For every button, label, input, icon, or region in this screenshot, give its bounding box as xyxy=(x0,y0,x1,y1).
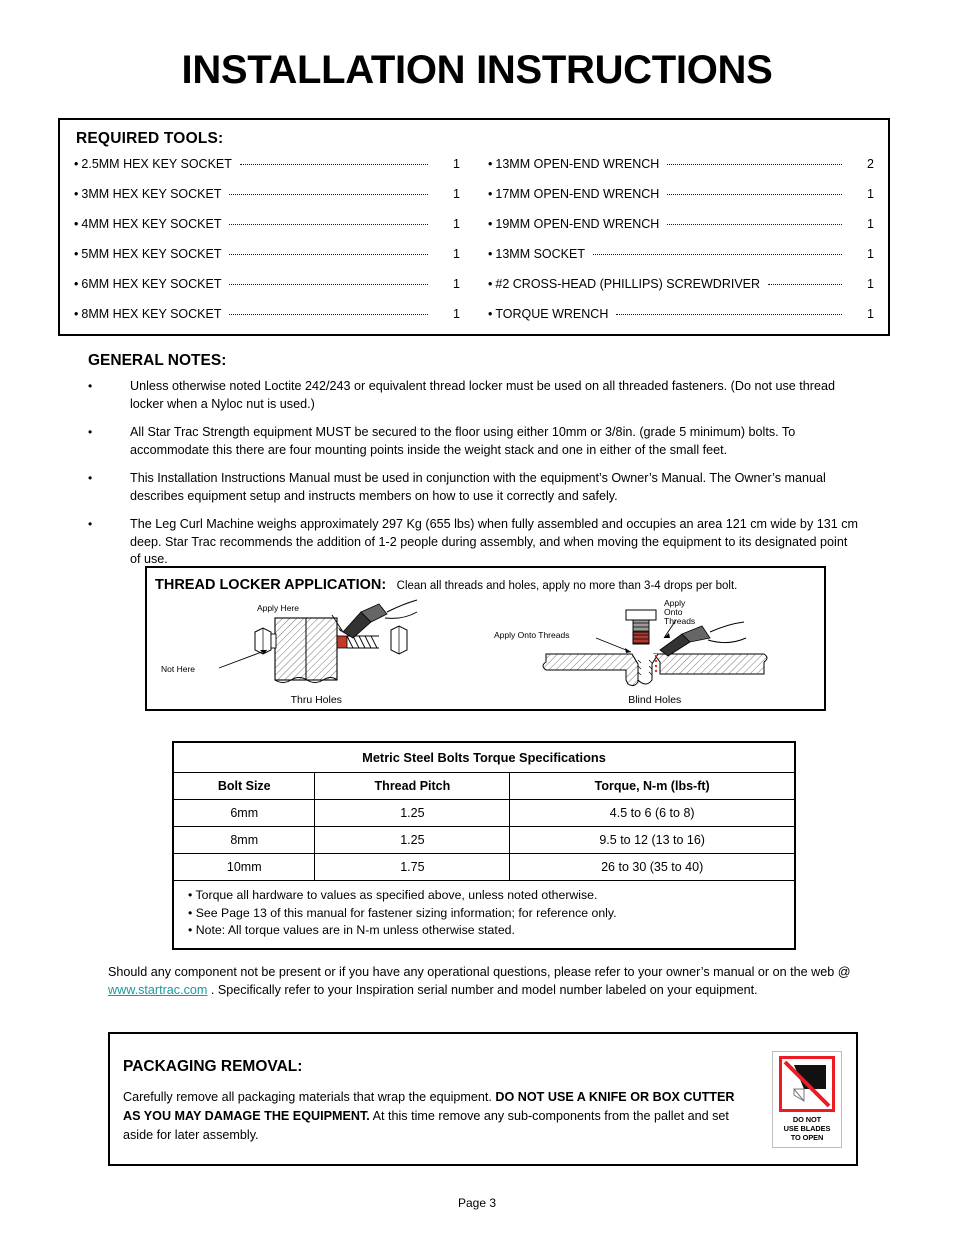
leader-dots xyxy=(768,284,842,285)
cell-bolt-size: 10mm xyxy=(174,854,315,881)
cell-thread-pitch: 1.75 xyxy=(315,854,510,881)
bullet-icon: • xyxy=(488,247,493,261)
table-row xyxy=(174,827,794,854)
tool-row xyxy=(488,157,874,187)
tool-qty: 1 xyxy=(453,217,460,231)
blind-holes-figure xyxy=(486,598,825,708)
page-title: INSTALLATION INSTRUCTIONS xyxy=(181,48,773,92)
not-here-label: Not Here xyxy=(161,664,196,674)
tool-row xyxy=(74,157,460,187)
cell-torque: 26 to 30 (35 to 40) xyxy=(510,854,794,881)
tool-row xyxy=(74,247,460,277)
startrac-website-link[interactable]: www.startrac.com xyxy=(108,983,208,997)
tool-name: 13MM OPEN-END WRENCH xyxy=(495,157,660,171)
torque-specifications-box xyxy=(172,741,796,950)
tool-name: 13MM SOCKET xyxy=(495,247,585,261)
thread-locker-subtitle: Clean all threads and holes, apply no more than 3-4 drops per bolt. xyxy=(396,580,738,592)
tool-name: 3MM HEX KEY SOCKET xyxy=(81,187,222,201)
cell-thread-pitch: 1.25 xyxy=(315,827,510,854)
leader-dots xyxy=(616,314,842,315)
column-header-bolt-size: Bolt Size xyxy=(174,773,315,800)
bullet-icon: • xyxy=(88,471,93,485)
torque-table xyxy=(174,743,794,881)
leader-dots xyxy=(667,194,842,195)
warning-label-line3: TO OPEN xyxy=(790,1133,824,1143)
list-item xyxy=(88,424,860,459)
bullet-icon: • xyxy=(74,157,79,171)
required-tools-left-column xyxy=(60,157,474,337)
cell-torque: 4.5 to 6 (6 to 8) xyxy=(510,800,794,827)
leader-dots xyxy=(229,224,428,225)
tool-name: 19MM OPEN-END WRENCH xyxy=(495,217,660,231)
thru-holes-figure xyxy=(147,598,486,708)
blind-holes-caption: Blind Holes xyxy=(628,694,682,706)
tool-qty: 1 xyxy=(867,217,874,231)
packaging-text-warning: DO NOT USE A KNIFE OR BOX CUTTER AS YOU MAY DAMAGE THE EQUIPMENT. xyxy=(123,1090,735,1123)
tool-name: 4MM HEX KEY SOCKET xyxy=(81,217,222,231)
bullet-icon: • xyxy=(488,277,493,291)
leader-dots xyxy=(229,314,428,315)
general-notes-heading: GENERAL NOTES: xyxy=(88,352,227,369)
packaging-text-part1: Carefully remove all packaging materials that wrap the equipment. xyxy=(123,1090,496,1104)
tool-row xyxy=(488,247,874,277)
bullet-icon: • xyxy=(488,307,493,321)
general-note-text: All Star Trac Strength equipment MUST be secured to the floor using either 10mm or 3/8in. (grade 5 minimum) bolts. To accommodate this there are four mounting points inside the weight stack and one in either of the small feet. xyxy=(130,425,796,457)
cell-bolt-size: 6mm xyxy=(174,800,315,827)
table-row xyxy=(174,854,794,881)
tool-name: 5MM HEX KEY SOCKET xyxy=(81,247,222,261)
thread-locker-box xyxy=(145,566,826,711)
tool-name: #2 CROSS-HEAD (PHILLIPS) SCREWDRIVER xyxy=(495,277,761,291)
cell-bolt-size: 8mm xyxy=(174,827,315,854)
torque-note: • Torque all hardware to values as specified above, unless noted otherwise. xyxy=(188,888,598,902)
apply-here-label: Apply Here xyxy=(256,603,299,613)
tool-qty: 1 xyxy=(867,187,874,201)
bullet-icon: • xyxy=(488,157,493,171)
packaging-removal-title: PACKAGING REMOVAL: xyxy=(123,1058,303,1075)
do-not-use-blades-label xyxy=(772,1051,842,1148)
bullet-icon: • xyxy=(74,277,79,291)
thru-holes-diagram xyxy=(147,598,487,694)
torque-note: • See Page 13 of this manual for fastener sizing information; for reference only. xyxy=(188,905,617,920)
thread-locker-headline xyxy=(155,576,737,594)
leader-dots xyxy=(240,164,428,165)
tool-name: 17MM OPEN-END WRENCH xyxy=(495,187,660,201)
required-tools-box xyxy=(58,118,890,336)
general-note-text: The Leg Curl Machine weighs approximately 297 Kg (655 lbs) when fully assembled and occupies an area 121 cm wide by 131 cm deep. Star Trac recommends the addition of 1-2 people during assembly, and when moving the equipment to its designated point of use. xyxy=(130,517,859,566)
apply-onto-threads-top-label: Apply xyxy=(663,598,685,608)
cell-torque: 9.5 to 12 (13 to 16) xyxy=(510,827,794,854)
tool-name: 2.5MM HEX KEY SOCKET xyxy=(81,157,232,171)
cell-thread-pitch: 1.25 xyxy=(315,800,510,827)
tool-name: TORQUE WRENCH xyxy=(495,307,609,321)
tool-qty: 2 xyxy=(867,157,874,171)
tool-qty: 1 xyxy=(453,307,460,321)
bullet-icon: • xyxy=(488,187,493,201)
bullet-icon: • xyxy=(88,517,93,531)
torque-notes xyxy=(174,881,794,948)
leader-dots xyxy=(229,284,428,285)
tool-row xyxy=(488,307,874,337)
tool-qty: 1 xyxy=(453,187,460,201)
torque-table-caption: Metric Steel Bolts Torque Specifications xyxy=(174,743,794,773)
tool-row xyxy=(488,217,874,247)
tool-row xyxy=(74,277,460,307)
bullet-icon: • xyxy=(74,217,79,231)
bullet-icon: • xyxy=(74,187,79,201)
tool-qty: 1 xyxy=(867,307,874,321)
column-header-thread-pitch: Thread Pitch xyxy=(315,773,510,800)
tool-row xyxy=(488,277,874,307)
packaging-removal-box xyxy=(108,1032,858,1166)
tool-name: 8MM HEX KEY SOCKET xyxy=(81,307,222,321)
tool-qty: 1 xyxy=(867,247,874,261)
web-reference-text-before: Should any component not be present or if you have any operational questions, please refer to your owner’s manual or on the web @ xyxy=(108,965,851,979)
required-tools-right-column xyxy=(474,157,888,337)
bullet-icon: • xyxy=(88,425,93,439)
bullet-icon: • xyxy=(88,379,93,393)
list-item xyxy=(88,516,860,569)
column-header-torque: Torque, N-m (lbs-ft) xyxy=(510,773,794,800)
apply-onto-threads-side-label: Apply Onto Threads xyxy=(493,630,569,640)
page-footer: Page 3 xyxy=(457,1196,497,1210)
table-row xyxy=(174,800,794,827)
tool-qty: 1 xyxy=(453,247,460,261)
blind-holes-diagram xyxy=(486,598,826,694)
warning-label-line2: USE BLADES xyxy=(783,1124,831,1134)
leader-dots xyxy=(229,194,428,195)
packaging-removal-text xyxy=(123,1088,743,1145)
leader-dots xyxy=(229,254,428,255)
tool-qty: 1 xyxy=(453,277,460,291)
list-item xyxy=(88,378,860,413)
apply-onto-threads-top-label: Threads xyxy=(663,616,695,626)
leader-dots xyxy=(593,254,842,255)
torque-note: • Note: All torque values are in N-m unless otherwise stated. xyxy=(188,923,515,937)
general-note-text: This Installation Instructions Manual must be used in conjunction with the equipment’s Owner’s Manual. The Owner’s manual describes equipment setup and instructs members on how to use it correctly and safely. xyxy=(130,471,826,503)
thru-holes-caption: Thru Holes xyxy=(290,694,342,706)
tool-name: 6MM HEX KEY SOCKET xyxy=(81,277,222,291)
warning-label-line1: DO NOT xyxy=(792,1115,822,1124)
apply-onto-threads-top-label: Onto xyxy=(663,607,682,617)
general-note-text: Unless otherwise noted Loctite 242/243 or equivalent thread locker must be used on all threaded fasteners. (Do not use thread locker when a Nyloc nut is used.) xyxy=(130,379,835,411)
bullet-icon: • xyxy=(74,307,79,321)
tool-row xyxy=(74,217,460,247)
tool-row xyxy=(74,187,460,217)
leader-dots xyxy=(667,164,842,165)
bullet-icon: • xyxy=(74,247,79,261)
tool-row xyxy=(74,307,460,337)
table-caption-row xyxy=(174,743,794,773)
tool-row xyxy=(488,187,874,217)
tool-qty: 1 xyxy=(867,277,874,291)
required-tools-heading: REQUIRED TOOLS: xyxy=(76,130,224,147)
table-header-row xyxy=(174,773,794,800)
packaging-text-part2: At this time remove any sub-components from the pallet and set aside for later assembly. xyxy=(123,1109,729,1142)
web-reference-paragraph xyxy=(108,963,860,999)
bullet-icon: • xyxy=(488,217,493,231)
leader-dots xyxy=(667,224,842,225)
required-tools-columns xyxy=(60,157,888,337)
general-notes-list xyxy=(88,378,860,580)
no-blade-icon xyxy=(779,1056,835,1112)
thread-locker-figures xyxy=(147,598,824,708)
tool-qty: 1 xyxy=(453,157,460,171)
web-reference-text-after: . Specifically refer to your Inspiration serial number and model number labeled on your equipment. xyxy=(207,983,758,997)
list-item xyxy=(88,470,860,505)
thread-locker-title: THREAD LOCKER APPLICATION: xyxy=(155,577,387,593)
